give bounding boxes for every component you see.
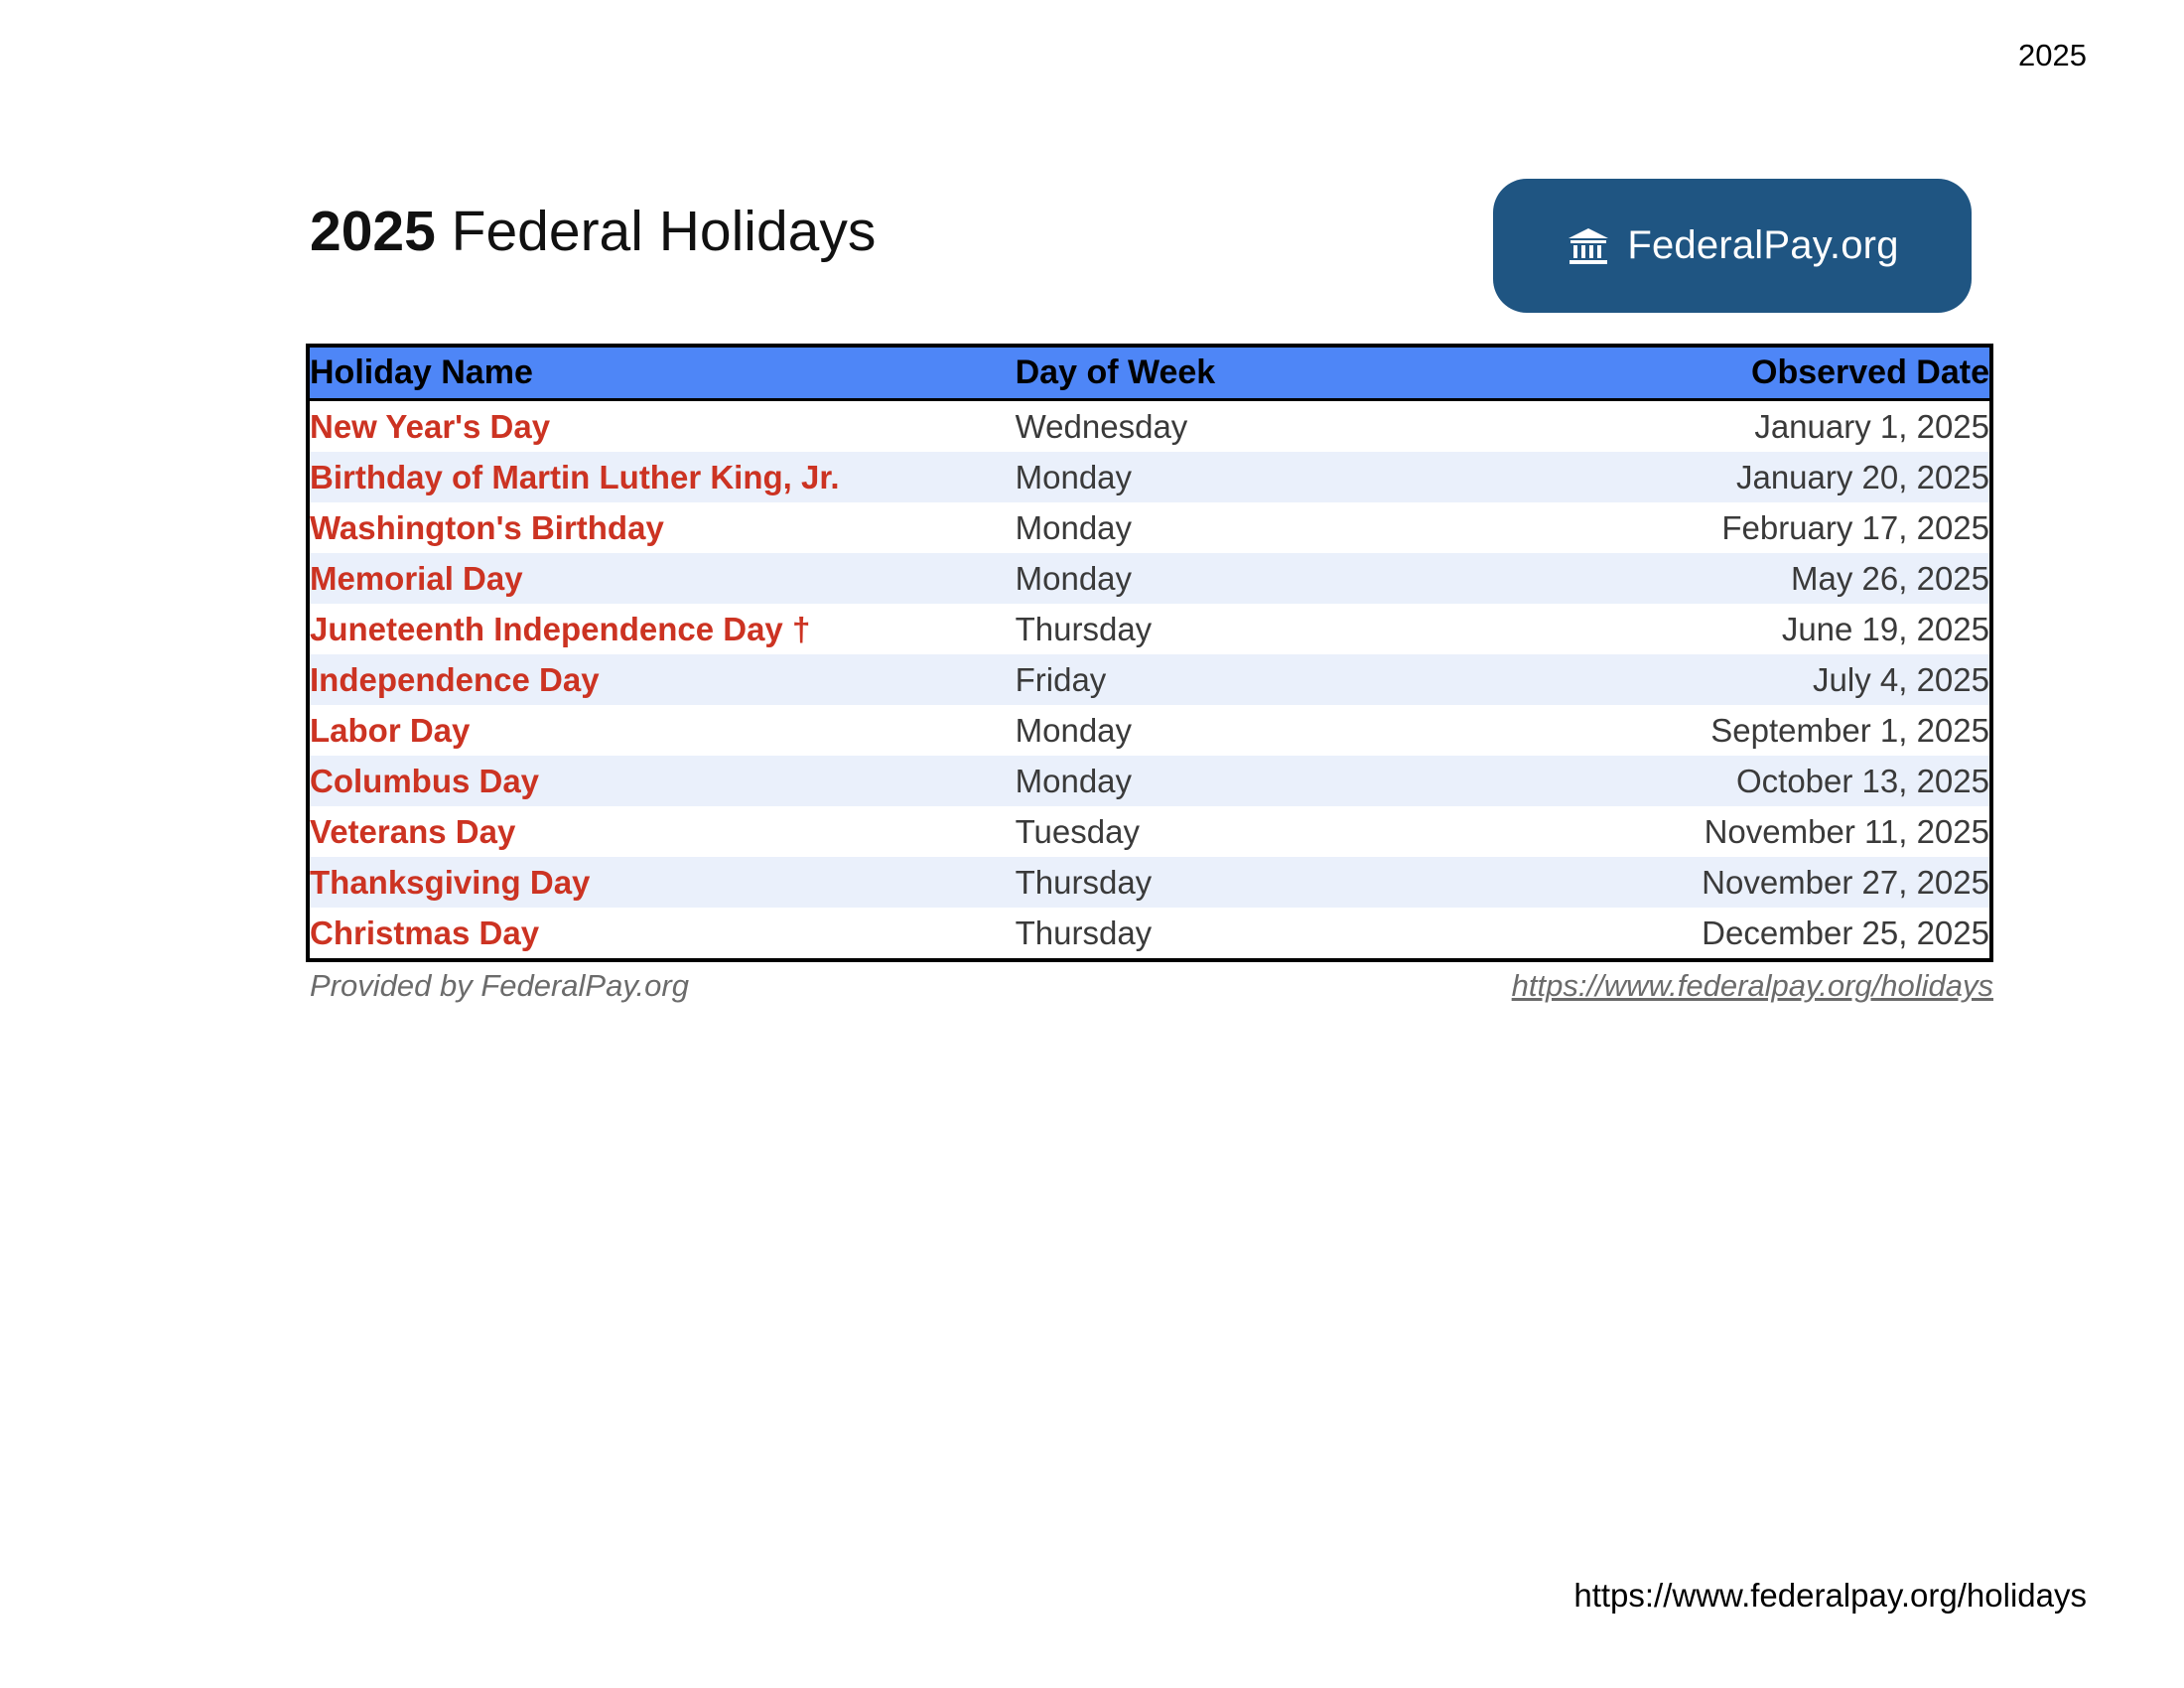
federalpay-logo-badge[interactable] [1493,179,1972,313]
holiday-day: Monday [1015,712,1133,749]
holiday-name: Labor Day [310,712,471,749]
holiday-day: Monday [1015,763,1133,799]
holiday-day: Thursday [1015,914,1153,951]
table-row [308,908,1991,960]
holiday-date: June 19, 2025 [1781,611,1989,647]
federal-holidays-table [306,344,1993,962]
holiday-name: Independence Day [310,661,600,698]
table-row [308,857,1991,908]
holiday-day: Friday [1015,661,1107,698]
table-row [308,604,1991,654]
holiday-name: Christmas Day [310,914,540,951]
federalpay-holidays-link[interactable]: https://www.federalpay.org/holidays [1511,968,1993,1003]
holiday-name: Thanksgiving Day [310,864,591,901]
holiday-day: Tuesday [1015,813,1140,850]
holiday-day: Thursday [1015,864,1153,901]
logo-text: FederalPay.org [1627,223,1899,267]
page-title [310,199,876,264]
column-header-day-of-week: Day of Week [1016,346,1486,400]
holiday-name: Washington's Birthday [310,509,664,546]
holiday-date: November 27, 2025 [1702,864,1989,901]
table-row [308,502,1991,553]
table-row [308,452,1991,502]
holiday-name: Memorial Day [310,560,523,597]
holiday-day: Monday [1015,560,1133,597]
table-row [308,400,1991,453]
holiday-date: May 26, 2025 [1791,560,1989,597]
provided-by-label: Provided by FederalPay.org [310,968,689,1003]
table-row [308,705,1991,756]
holiday-date: January 20, 2025 [1735,459,1989,495]
holiday-name: Juneteenth Independence Day † [310,611,811,647]
table-row [308,806,1991,857]
document-content [294,179,2001,1003]
table-header [308,346,1991,400]
holiday-date: November 11, 2025 [1704,813,1989,850]
holiday-name: New Year's Day [310,408,551,445]
holiday-date: October 13, 2025 [1735,763,1989,799]
holiday-day: Thursday [1015,611,1153,647]
holiday-name: Veterans Day [310,813,516,850]
holiday-day: Wednesday [1015,408,1188,445]
page-year-label: 2025 [2018,38,2087,72]
holiday-date: September 1, 2025 [1710,712,1989,749]
table-row [308,654,1991,705]
holiday-name: Birthday of Martin Luther King, Jr. [310,459,840,495]
table-body [308,400,1991,961]
holiday-date: December 25, 2025 [1702,914,1989,951]
page-title-rest: Federal Holidays [435,200,877,263]
holiday-date: July 4, 2025 [1813,661,1989,698]
holiday-name: Columbus Day [310,763,540,799]
page-title-year: 2025 [310,200,436,263]
table-header-row [308,346,1991,400]
holiday-day: Monday [1015,459,1133,495]
holiday-date: February 17, 2025 [1721,509,1989,546]
bank-icon [1566,223,1611,269]
table-footer [310,968,1997,1008]
page-footer-url: https://www.federalpay.org/holidays [1573,1577,2087,1614]
document-header [294,179,2001,328]
table-row [308,553,1991,604]
column-header-observed-date: Observed Date [1485,346,1991,400]
table-row [308,756,1991,806]
holiday-date: January 1, 2025 [1754,408,1989,445]
holiday-day: Monday [1015,509,1133,546]
column-header-holiday-name: Holiday Name [308,346,1016,400]
